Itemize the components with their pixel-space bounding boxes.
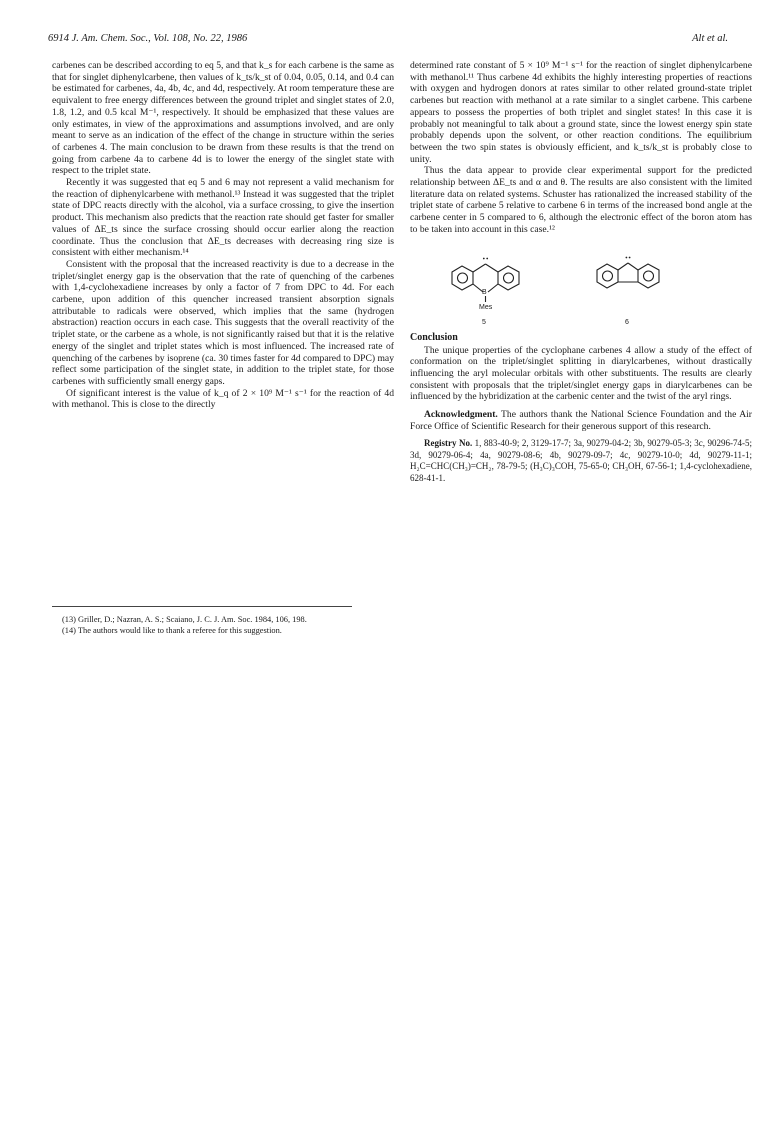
structure-6-label: 6 [625,318,629,326]
registry-lead: Registry No. [424,438,473,449]
right-column [410,60,752,484]
conclusion-paragraph: The unique properties of the cyclophane carbenes 4 allow a study of the effect of conformation on the triplet/singlet splitting in diarylcarbenes, without drastically influencing the aryl molecular orbitals with other substituents. The results are clearly consistent with proposals that the triplet/singlet energy gaps in diarylcarbenes can be influenced by the hybridization at the carbenic center and the twist of the aryl rings. [410,344,752,403]
footnote-14: (14) The authors would like to thank a referee for this suggestion. [62,625,282,635]
paragraph: Thus the data appear to provide clear experimental support for the predicted relationship between ΔE_ts and α and θ. The results are also consistent with the limited literature data on related systems. Schuster has rationalized the increased stability of the triplet state of carbene 5 relative to carbene 6 in terms of the increased bond angle at the carbene center in 5 compared to 6, although the electronic effect of the boron atom has to be taken into account in this case.¹² [410,165,752,235]
paragraph: determined rate constant of 5 × 10⁹ M⁻¹ s⁻¹ for the reaction of singlet diphenylcarbene with methanol.¹¹ Thus carbene 4d exhibits the highly interesting properties of reactions with oxygen and hydrogen donors at rates similar to other related ground-state triplet carbenes but reaction with methanol at a rate similar to a singlet carbene. This carbene appears to possess the properties of both triplet and singlet states! In this case it is probably not meaningful to talk about a ground state, since the lowest energy spin state probably depends upon the solvent, or other reaction conditions. The equilibrium between the two spin states is obviously efficient, and k_ts/k_st is probably close to unity. [410,60,752,165]
journal-citation: 6914 J. Am. Chem. Soc., Vol. 108, No. 22, 1986 [48,33,248,44]
registry-paragraph [410,438,752,484]
acknowledgment-paragraph [410,409,752,432]
footnote-rule [52,606,352,607]
conclusion-heading: Conclusion [410,331,458,343]
registry-text: 1, 883-40-9; 2, 3129-17-7; 3a, 90279-04-2; 3b, 90279-05-3; 3c, 90296-74-5; 3d, 90279-06-4; 4a, 90279-08-6; 4b, 90279-09-7; 4c, 90279-10-0; 4d, 90279-11-1; H₂C=CHC(CH₃)=CH₂, 78-79-5; (H₃C)₃COH, 75-65-0; CH₃OH, 67-56-1; 1,4-cyclohexadiene, 628-41-1. [410,438,753,483]
structure-5-boron-atom: B [482,288,487,296]
running-header [48,33,728,47]
footnotes [62,615,362,636]
left-column [52,60,394,411]
footnote-13: (13) Griller, D.; Nazran, A. S.; Scaiano, J. C. J. Am. Soc. 1984, 106, 198. [62,615,307,624]
paragraph: carbenes can be described according to eq 5, and that k_s for each carbene is the same as that for singlet diphenylcarbene, then values of k_ts/k_st of 0.04, 0.05, 0.14, and 0.4 can be estimated for carbenes, 4a, 4b, 4c, and 4d, respectively. At room temperature these are equivalent to free energy differences between the ground triplet and singlet states of 2.0, 1.8, 1.2, and 0.5 kcal M⁻¹, respectively. It should be emphasized that these values are only estimates, in view of the approximations and assumptions involved, and are only meant to serve as an indication of the effect of the change in structure within the series of carbenes 4. The main conclusion to be drawn from these results is that the trend on going from carbene 4a to carbene 4d is to lower the energy of the singlet state with respect to the triplet state. [52,60,394,177]
paragraph: Recently it was suggested that eq 5 and 6 may not represent a valid mechanism for the reaction of diphenylcarbene with methanol.¹³ Instead it was suggested that the triplet state of DPC reacts directly with the alcohol, via a surface crossing, to give the insertion product. This mechanism also predicts that the reaction rate should get faster for smaller values of ΔE_ts since the surface crossing should occur earlier along the reaction coordinate. Thus the conclusion that ΔE_ts decreases with decreasing ring size is consistent with either mechanism.¹⁴ [52,177,394,259]
paragraph: Consistent with the proposal that the increased reactivity is due to a decrease in the triplet/singlet energy gap is the observation that the rate of quenching of the carbenes with 1,4-cyclohexadiene increases by only a factor of 7 from DPC to 4d. For each carbene, upon addition of this quencher increased transient absorption signals attributable to radicals were observed, which implies that the same (hydrogen abstraction) reaction occurs in each case. This suggests that the overall reactivity of the triplet state, or the carbene as a whole, is not significantly raised but that it is the relative energy of the singlet and triplet states which is most influenced. The increased rate of quenching of the carbenes by isoprene (ca. 30 times faster for 4d compared to DPC) may reflect some participation of the singlet state, in addition to the triplet state, for those carbenes with sufficiently small energy gaps. [52,258,394,387]
paragraph: Of significant interest is the value of k_q of 2 × 10⁹ M⁻¹ s⁻¹ for the reaction of 4d with methanol. This is close to the directly [52,387,394,411]
chemical-structures [410,242,752,328]
structure-5-substituent: Mes [479,303,493,311]
structure-5-label: 5 [482,318,486,326]
acknowledgment-text: The authors thank the National Science Foundation and the Air Force Office of Scientific Research for their generous support of this research. [410,409,752,432]
structure-6-drawing [585,242,685,312]
acknowledgment-lead: Acknowledgment. [424,409,498,421]
structure-5-drawing [442,242,542,312]
author-running-head: Alt et al. [692,33,728,44]
